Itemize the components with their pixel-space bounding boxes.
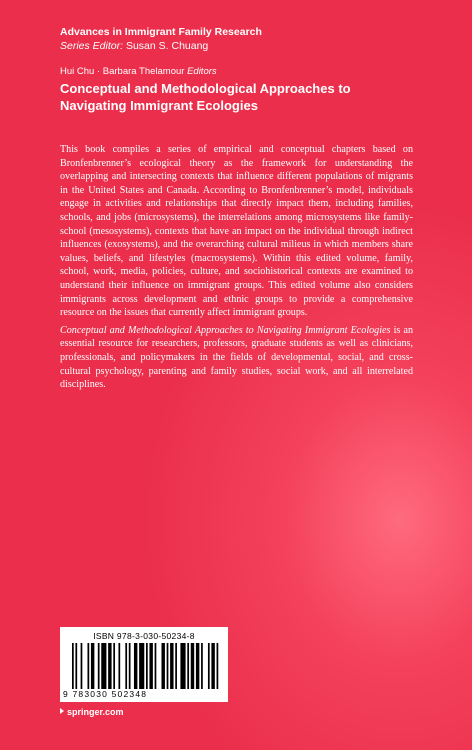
description-paragraph-text: is an essential resource for researchers, professors, graduate students as well as clinicians, professionals, and policymakers in the fields of developmental, social, and cross-cultural psychology, parenting and family studies, social work, and all interrelated disciplines. (60, 324, 413, 391)
arrow-right-icon (60, 708, 64, 714)
isbn-label: ISBN 978-3-030-50234-8 (93, 631, 195, 641)
series-info (60, 25, 262, 53)
barcode-panel (60, 627, 228, 702)
book-description (60, 143, 413, 396)
editor-names: Hui Chu · Barbara Thelamour (60, 66, 185, 77)
barcode-icon (72, 643, 220, 689)
book-editors (60, 66, 217, 78)
series-editor (60, 39, 262, 53)
website-label: springer.com (67, 707, 124, 717)
editors-label: Editors (187, 66, 217, 77)
series-title: Advances in Immigrant Family Research (60, 26, 262, 38)
description-paragraph (60, 324, 413, 392)
description-italic-title: Conceptual and Methodological Approaches to Navigating Immigrant Ecologies (60, 324, 391, 336)
series-editor-label: Series Editor: (60, 40, 124, 52)
barcode-digits: 9 783030 502348 (63, 689, 148, 699)
series-editor-name: Susan S. Chuang (125, 40, 209, 52)
description-paragraph: This book compiles a series of empirical and conceptual chapters based on Bronfenbrenner’s ecological theory as the framework for understanding the overlapping and intersecting contexts that influence different populations of migrants in the United States and Canada. According to Bronfenbrenner’s model, individuals engage in activities and relationships that directly impact them, including families, schools, and jobs (microsystems), the interrelations among microsystems like family-school (mesosystems), contexts that have an impact on the individual through indirect influences (exosystems), and the overarching cultural milieus in which members share values, beliefs, and lifestyles (macrosystems). Within this edited volume, family, school, work, media, policies, culture, and sociohistorical contexts are examined to understand their influence on immigrant groups. This edited volume also considers immigrants across development and ethnic groups to provide a comprehensive resource on the issues that currently affect immigrant groups. (60, 144, 413, 319)
publisher-website[interactable] (60, 706, 124, 718)
book-title: Conceptual and Methodological Approaches to Navigating Immigrant Ecologies (60, 81, 351, 113)
